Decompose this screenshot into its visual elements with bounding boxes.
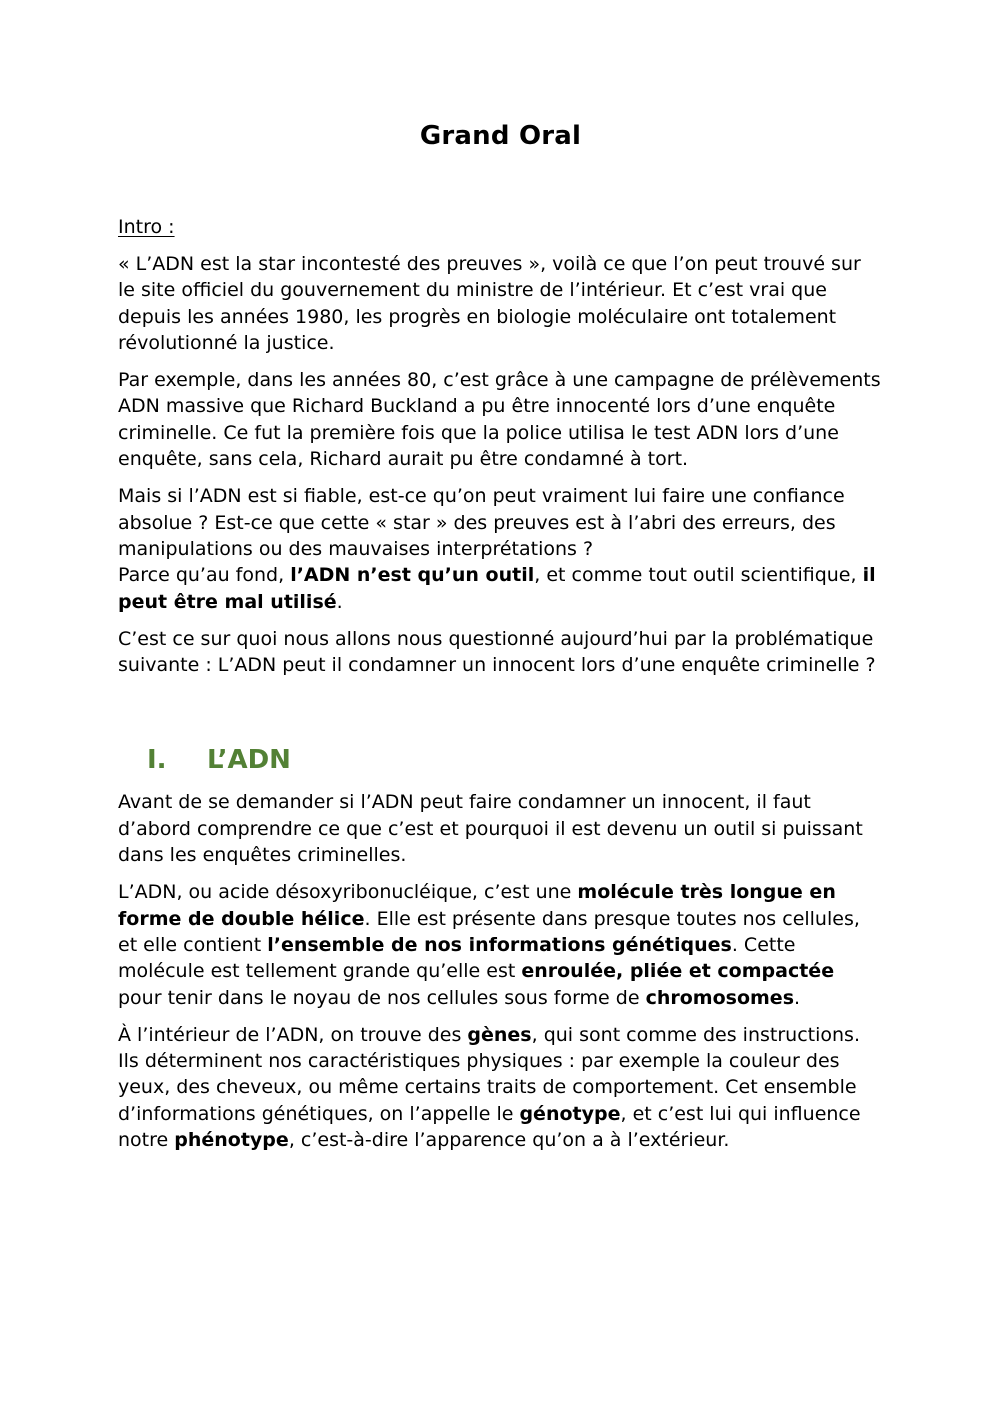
text-run: , c’est-à-dire l’apparence qu’on a à l’extérieur. xyxy=(288,1129,730,1152)
section-heading xyxy=(118,742,883,778)
text-run: Avant de se demander si l’ADN peut faire condamner un innocent, il faut d’abord comprendre ce que c’est et pourquoi il est devenu un outil si puissant dans les enquêtes criminelles. xyxy=(118,791,863,867)
section-adn-body xyxy=(118,789,883,1153)
intro-section xyxy=(118,251,883,678)
text-run: C’est ce sur quoi nous allons nous questionné aujourd’hui par la problématique suivante : L’ADN peut il condamner un innocent lors d’une enquête criminelle ? xyxy=(118,627,876,677)
section-title: L’ADN xyxy=(207,745,291,776)
intro-paragraph xyxy=(118,251,883,356)
section-paragraph xyxy=(118,879,883,1010)
text-run: À l’intérieur de l’ADN, on trouve des xyxy=(118,1023,468,1046)
text-run: . xyxy=(336,590,343,613)
section-paragraph xyxy=(118,789,883,868)
bold-text: gènes xyxy=(467,1023,532,1046)
bold-text: phénotype xyxy=(174,1129,289,1152)
section-number: I. xyxy=(147,745,167,776)
intro-label: Intro : xyxy=(118,216,175,238)
bold-text: génotype xyxy=(519,1102,621,1125)
text-run: , qui sont comme des instructions. Ils déterminent nos caractéristiques physiques : par exemple la couleur des yeux, des cheveux, ou même certains traits de comportement. Cet ensemble d’informations génétiques, on l’appelle le xyxy=(118,1023,860,1125)
section-paragraph xyxy=(118,1022,883,1153)
bold-text: enroulée, pliée et compactée xyxy=(521,960,835,983)
bold-text: molécule très longue en forme de double hélice xyxy=(118,881,836,930)
text-run: Par exemple, dans les années 80, c’est grâce à une campagne de prélèvements ADN massive que Richard Buckland a pu être innocenté lors d’une enquête criminelle. Ce fut la première fois que la police utilisa le test ADN lors d’une enquête, sans cela, Richard aurait pu être condamné à tort. xyxy=(118,369,881,471)
intro-paragraph xyxy=(118,367,883,472)
bold-text: l’ensemble de nos informations génétiques xyxy=(267,933,732,956)
text-run: L’ADN, ou acide désoxyribonucléique, c’est une xyxy=(118,881,578,904)
text-run: , et comme tout outil scientifique, xyxy=(534,564,863,587)
bold-text: l’ADN n’est qu’un outil xyxy=(290,564,535,587)
text-run: « L’ADN est la star incontesté des preuves », voilà ce que l’on peut trouvé sur le site officiel du gouvernement du ministre de l’intérieur. Et c’est vrai que depuis les années 1980, les progrès en biologie moléculaire ont totalement révolutionné la justice. xyxy=(118,253,861,354)
text-run: . Elle est présente dans presque toutes nos cellules, et elle contient xyxy=(118,907,860,956)
document-content xyxy=(118,118,883,1153)
document-title: Grand Oral xyxy=(419,121,582,151)
bold-text: il peut être mal utilisé xyxy=(118,564,876,613)
text-run: . Cette molécule est tellement grande qu’elle est xyxy=(118,933,796,983)
text-run: . xyxy=(794,986,801,1009)
intro-paragraph xyxy=(118,626,883,679)
text-run: Mais si l’ADN est si fiable, est-ce qu’on peut vraiment lui faire une confiance absolue ? Est-ce que cette « star » des preuves est à l’abri des erreurs, des manipulations ou des mauvaises interprétations ? Parce qu’au fond, xyxy=(118,485,845,587)
text-run: pour tenir dans le noyau de nos cellules sous forme de xyxy=(118,986,646,1009)
bold-text: chromosomes xyxy=(645,986,794,1009)
text-run: , et c’est lui qui influence notre xyxy=(118,1102,861,1152)
intro-paragraph xyxy=(118,483,883,614)
